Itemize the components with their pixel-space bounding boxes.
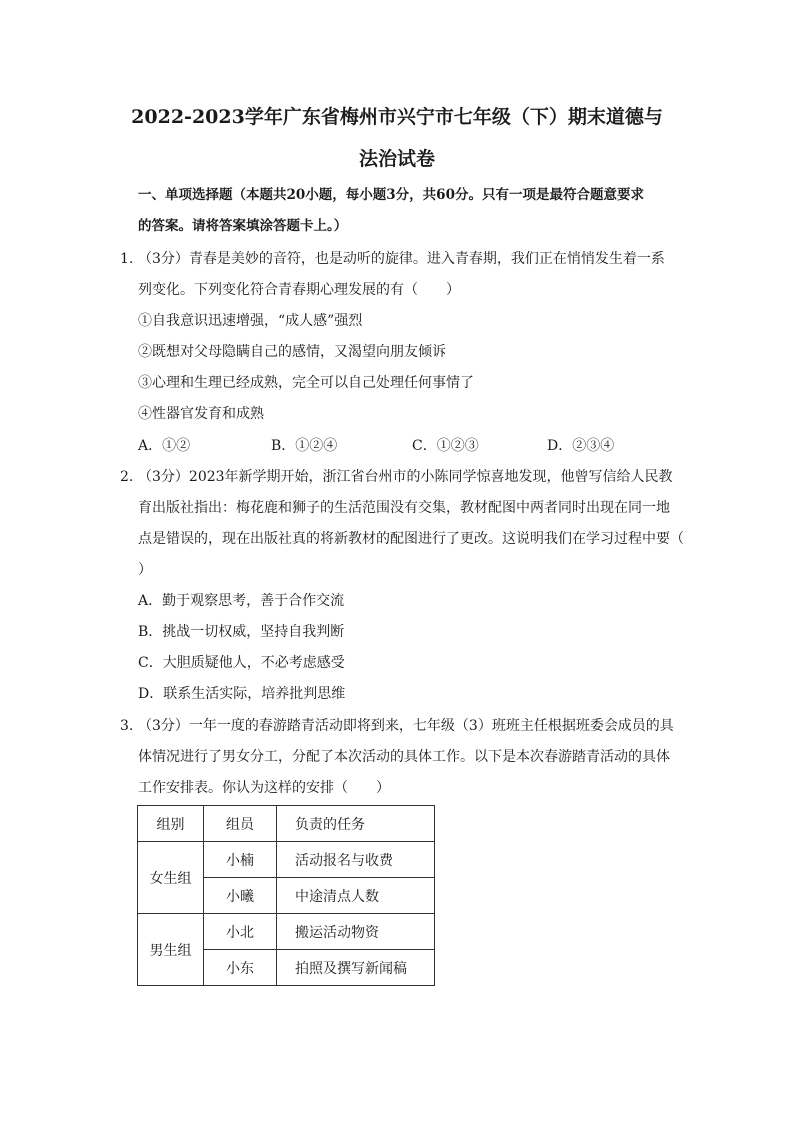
section-heading-line1: 一、单项选择题（本题共20小题，每小题3分，共60分。只有一项是最符合题意要求 xyxy=(138,187,644,203)
question-1-option-c[interactable]: C．①②③ xyxy=(412,438,479,454)
question-3-number: 3. xyxy=(120,718,134,734)
task-cell: 拍照及撰写新闻稿 xyxy=(277,950,435,986)
member-cell: 小东 xyxy=(204,950,277,986)
table-row xyxy=(138,914,435,950)
question-1-item-1: ①自我意识迅速增强，“成人感”强烈 xyxy=(138,313,363,329)
task-cell: 活动报名与收费 xyxy=(277,842,435,878)
task-cell: 搬运活动物资 xyxy=(277,914,435,950)
question-1-option-d[interactable]: D．②③④ xyxy=(547,438,615,454)
table-header-cell: 负责的任务 xyxy=(277,806,435,842)
member-cell: 小北 xyxy=(204,914,277,950)
member-cell: 小楠 xyxy=(204,842,277,878)
question-1-line1: （3分）青春是美妙的音符，也是动听的旋律。进入青春期，我们正在悄悄发生着一系 xyxy=(138,251,665,267)
question-2-number: 2. xyxy=(120,469,134,485)
question-2-option-b[interactable]: B．挑战一切权威，坚持自我判断 xyxy=(138,624,345,640)
question-2-line3: 点是错误的，现在出版社真的将新教材的配图进行了更改。这说明我们在学习过程中要（ xyxy=(138,531,684,547)
question-2-option-c[interactable]: C．大胆质疑他人，不必考虑感受 xyxy=(138,655,345,671)
task-cell: 中途清点人数 xyxy=(277,878,435,914)
table-header-row xyxy=(138,806,435,842)
task-assignment-table xyxy=(137,805,435,986)
question-3-line2: 体情况进行了男女分工，分配了本次活动的具体工作。以下是本次春游踏青活动的具体 xyxy=(138,749,670,765)
section-heading-line2: 的答案。请将答案填涂答题卡上。） xyxy=(138,218,348,234)
member-cell: 小曦 xyxy=(204,878,277,914)
question-1-option-a[interactable]: A．①② xyxy=(138,438,191,454)
exam-title-line2: 法治试卷 xyxy=(358,148,435,170)
question-1-item-3: ③心理和生理已经成熟，完全可以自己处理任何事情了 xyxy=(138,375,474,391)
table-header-cell: 组员 xyxy=(204,806,277,842)
table-row xyxy=(138,842,435,878)
question-1-item-2: ②既想对父母隐瞒自己的感情，又渴望向朋友倾诉 xyxy=(138,344,446,360)
question-2-line4: ） xyxy=(138,562,152,578)
question-2-option-a[interactable]: A．勤于观察思考，善于合作交流 xyxy=(138,593,345,609)
question-1-number: 1. xyxy=(120,251,134,267)
group-name-cell: 女生组 xyxy=(138,842,204,914)
question-1-option-b[interactable]: B．①②④ xyxy=(271,438,338,454)
table-header-cell: 组别 xyxy=(138,806,204,842)
question-3-line3: 工作安排表。你认为这样的安排（ ） xyxy=(138,780,390,796)
question-2-line1: （3分）2023年新学期开始，浙江省台州市的小陈同学惊喜地发现，他曾写信给人民教 xyxy=(138,469,673,485)
question-2-option-d[interactable]: D．联系生活实际，培养批判思维 xyxy=(138,686,346,702)
exam-title-line1: 2022-2023学年广东省梅州市兴宁市七年级（下）期末道德与 xyxy=(131,106,663,128)
question-1-line2: 列变化。下列变化符合青春期心理发展的有（ ） xyxy=(138,282,460,298)
group-name-cell: 男生组 xyxy=(138,914,204,986)
question-2-line2: 育出版社指出：梅花鹿和狮子的生活范围没有交集，教材配图中两者同时出现在同一地 xyxy=(138,500,670,516)
question-1-item-4: ④性器官发育和成熟 xyxy=(138,406,264,422)
question-3-line1: （3分）一年一度的春游踏青活动即将到来，七年级（3）班班主任根据班委会成员的具 xyxy=(138,718,674,734)
